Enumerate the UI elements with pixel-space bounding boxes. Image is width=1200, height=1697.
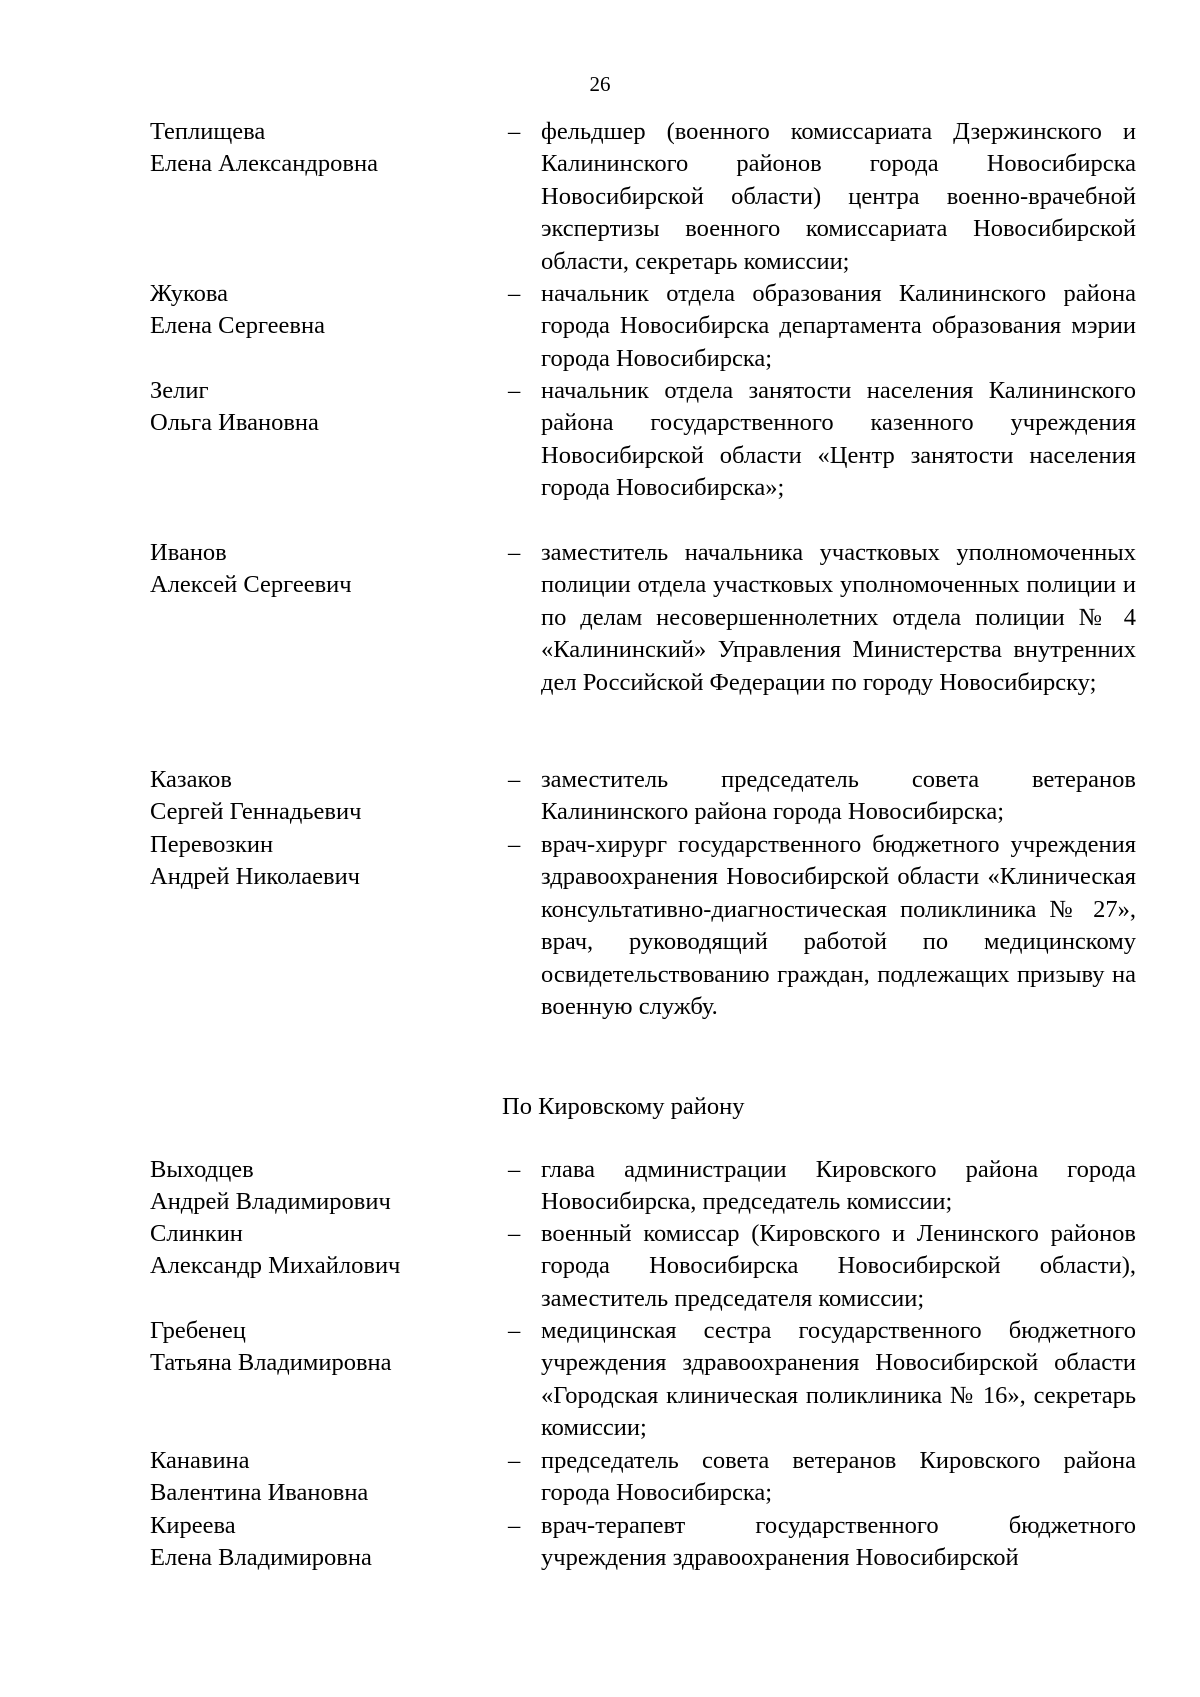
member-name [150,1445,480,1510]
dash-separator: – [508,377,521,404]
dash-separator: – [508,280,521,307]
dash-separator: – [508,1317,521,1344]
member-name [150,116,480,181]
member-name [150,278,480,343]
member-role: фельдшер (военного комиссариата Дзержинского и Калининского районов города Новосибирска Новосибирской области) центра военно-врачебной экспертизы военного комиссариата Новосибирской области, секретарь комиссии; [541,118,1136,275]
member-surname: Жукова [150,280,229,307]
dash-separator: – [508,118,521,145]
member-name [150,375,480,440]
member-role: глава администрации Кировского района города Новосибирска, председатель комиссии; [541,1156,1136,1216]
member-given-names: Елена Александровна [150,150,378,178]
dash-separator: – [508,539,521,566]
member-given-names: Сергей Геннадьевич [150,798,362,826]
member-role: председатель совета ветеранов Кировского района города Новосибирска; [541,1447,1136,1507]
member-given-names: Андрей Николаевич [150,863,360,891]
member-role: заместитель председатель совета ветеранов Калининского района города Новосибирска; [541,766,1136,826]
dash-separator: – [508,831,521,858]
member-role: военный комиссар (Кировского и Ленинского районов города Новосибирска Новосибирской области), заместитель председателя комиссии; [541,1220,1136,1312]
dash-separator: – [508,1447,521,1474]
member-name [150,829,480,894]
member-role: начальник отдела образования Калининского района города Новосибирска департамента образования мэрии города Новосибирска; [541,280,1136,372]
section-heading: По Кировскому району [502,1093,745,1120]
member-given-names: Татьяна Владимировна [150,1349,392,1377]
page-number: 26 [589,72,611,96]
member-surname: Канавина [150,1447,250,1474]
member-surname: Выходцев [150,1156,254,1183]
member-role: медицинская сестра государственного бюджетного учреждения здравоохранения Новосибирской области «Городская клиническая поликлиника № 16», секретарь комиссии; [541,1317,1136,1442]
member-given-names: Валентина Ивановна [150,1479,369,1507]
member-role: врач-хирург государственного бюджетного учреждения здравоохранения Новосибирской области «Клиническая консультативно-диагностическая поликлиника № 27», врач, руководящий работой по медицинскому освидетельствованию граждан, подлежащих призыву на военную службу. [541,831,1136,1021]
member-name [150,1315,480,1380]
dash-separator: – [508,766,521,793]
member-surname: Гребенец [150,1317,246,1344]
member-given-names: Елена Сергеевна [150,312,325,340]
member-given-names: Андрей Владимирович [150,1188,391,1216]
member-surname: Киреева [150,1512,236,1539]
member-role: начальник отдела занятости населения Калининского района государственного казенного учреждения Новосибирской области «Центр занятости населения города Новосибирска»; [541,377,1136,502]
member-surname: Иванов [150,539,227,566]
member-name [150,764,480,829]
member-surname: Казаков [150,766,232,793]
member-role: врач-терапевт государственного бюджетного учреждения здравоохранения Новосибирской [541,1512,1136,1572]
dash-separator: – [508,1156,521,1183]
member-name [150,1510,480,1575]
member-surname: Слинкин [150,1220,243,1247]
dash-separator: – [508,1220,521,1247]
member-given-names: Ольга Ивановна [150,409,319,437]
member-surname: Теплищева [150,118,266,145]
member-surname: Перевозкин [150,831,274,858]
member-name [150,1218,480,1283]
member-name [150,1154,480,1219]
dash-separator: – [508,1512,521,1539]
member-given-names: Алексей Сергеевич [150,571,352,599]
member-role: заместитель начальника участковых уполномоченных полиции отдела участковых уполномоченных полиции и по делам несовершеннолетних отдела полиции № 4 «Калининский» Управления Министерства внутренних дел Российской Федерации по городу Новосибирску; [541,539,1136,696]
member-name [150,537,480,602]
member-surname: Зелиг [150,377,209,404]
member-given-names: Александр Михайлович [150,1252,401,1280]
member-given-names: Елена Владимировна [150,1544,372,1572]
